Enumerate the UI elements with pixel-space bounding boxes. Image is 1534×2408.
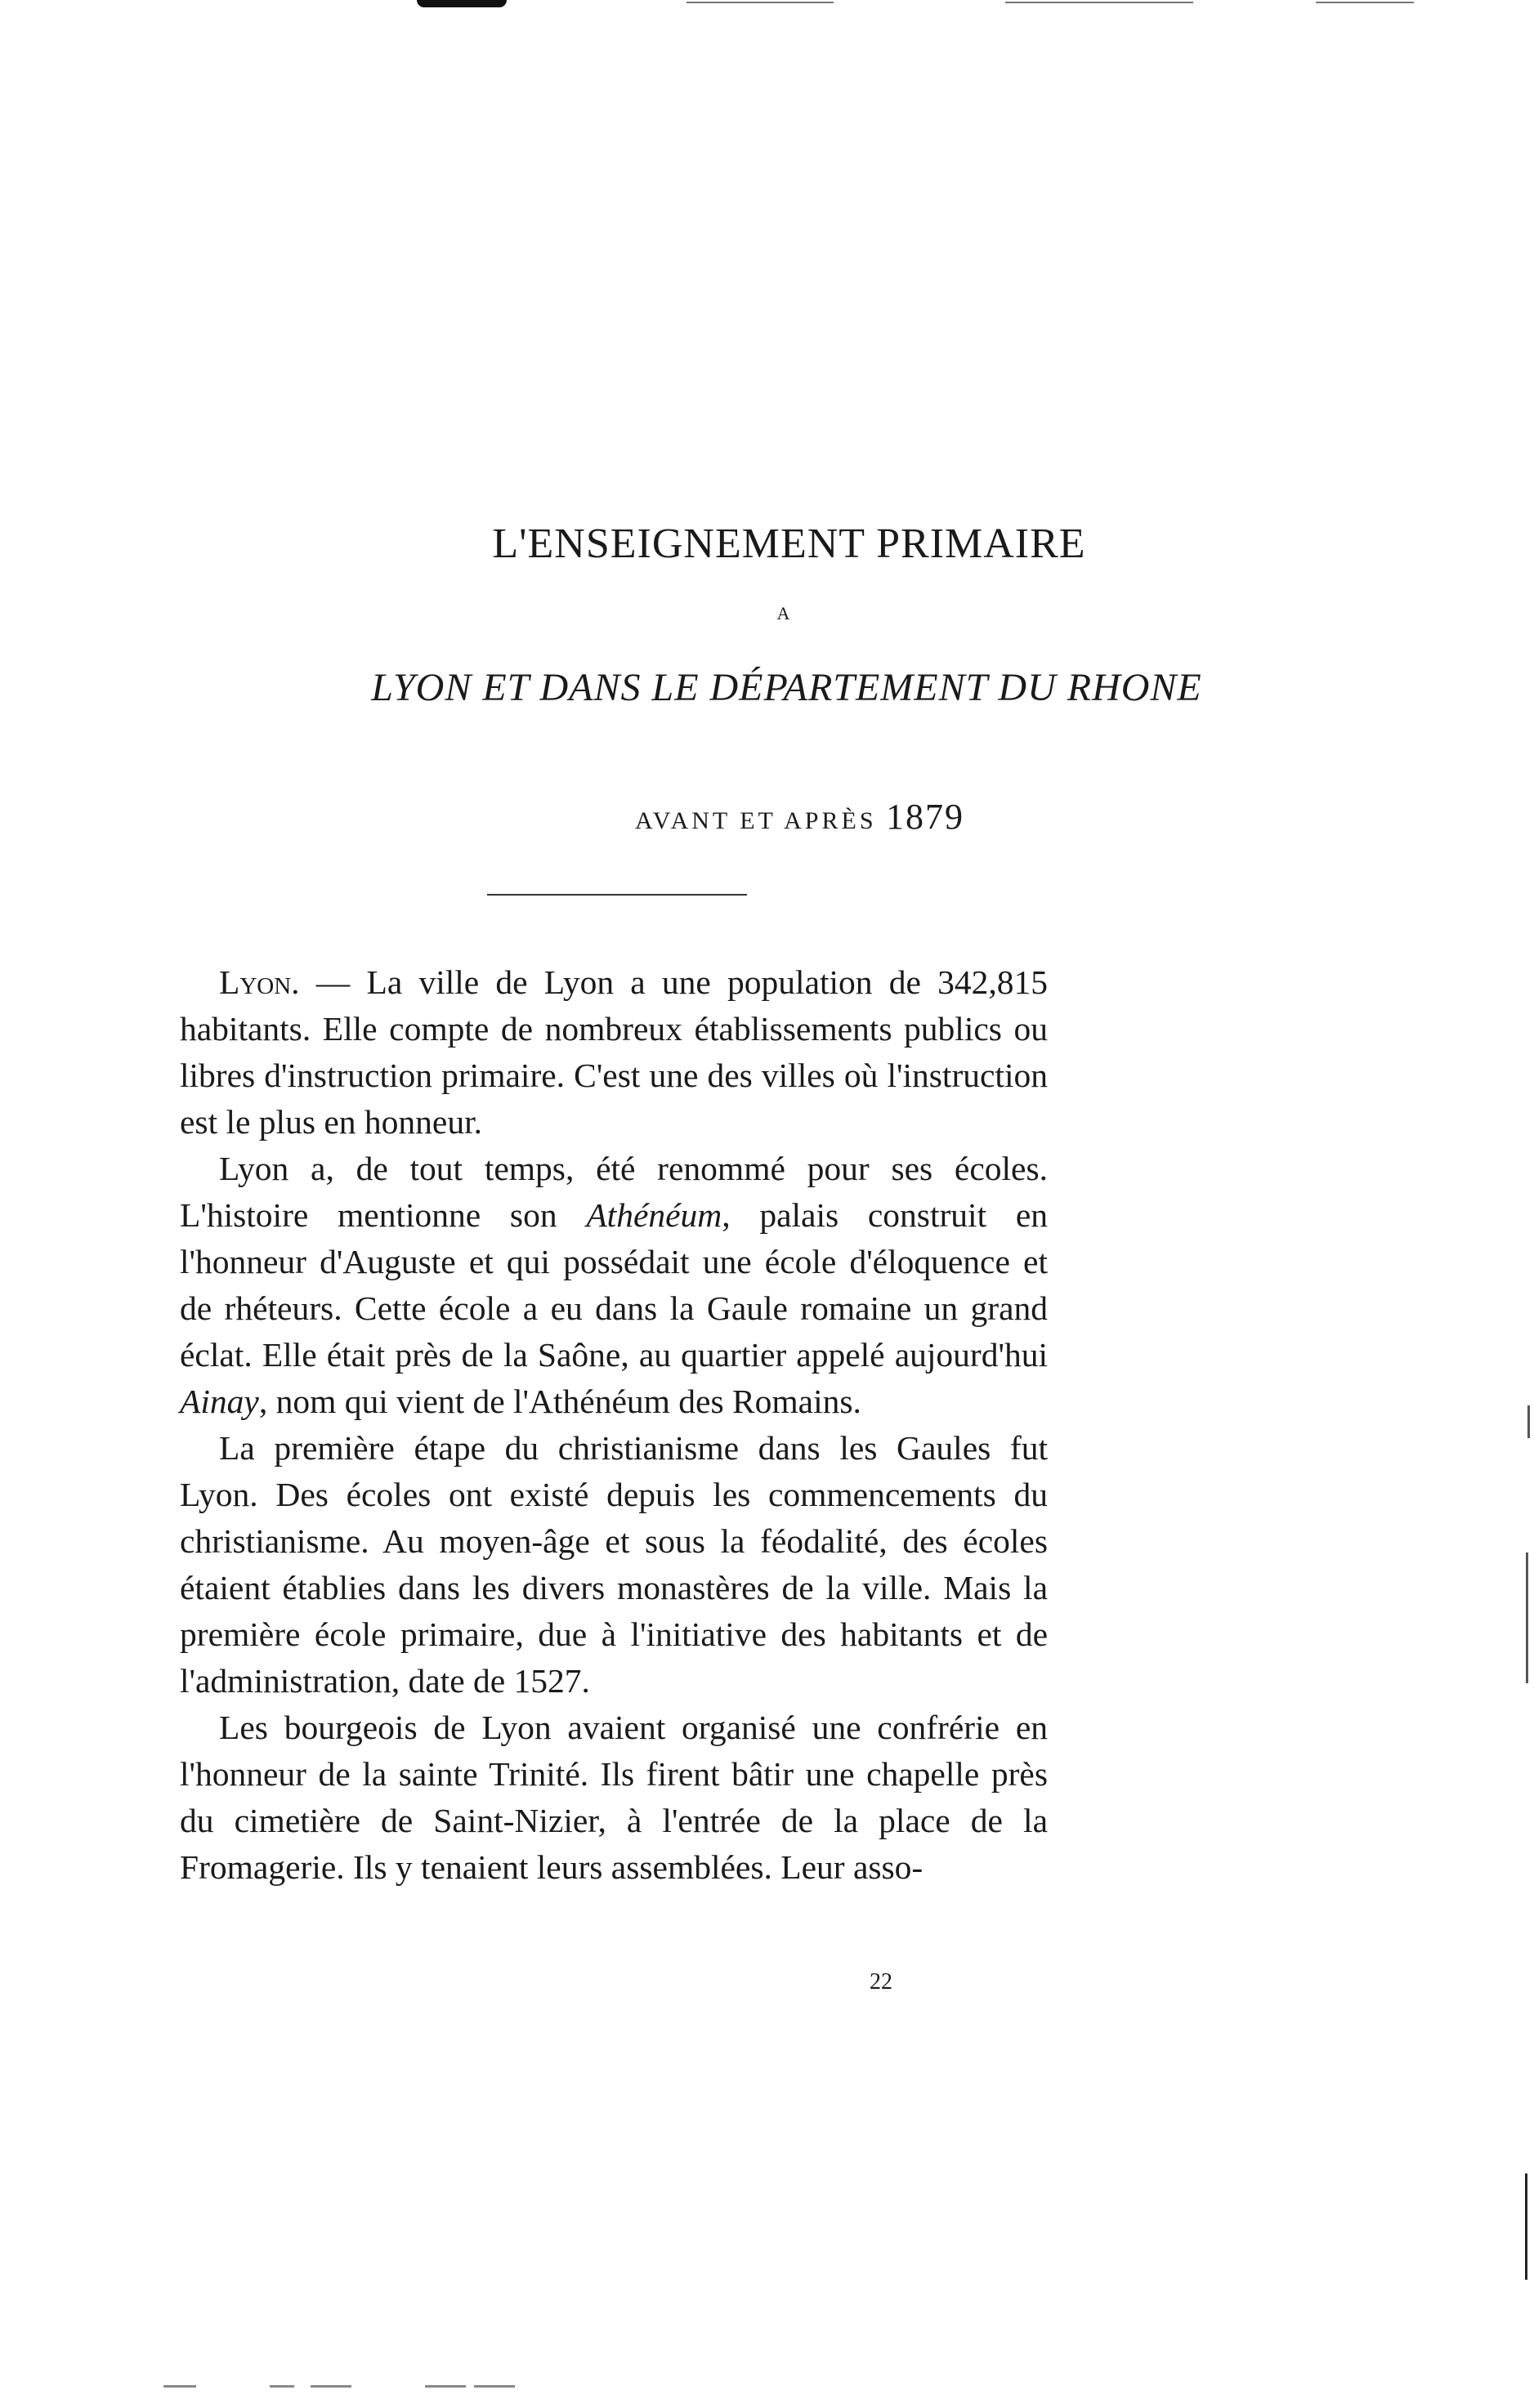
paragraph-text: Lyon a, de tout temps, été renommé pour ses écoles. L'histoire mentionne son — [180, 1150, 1048, 1234]
paragraph-text: , palais construit en l'honneur d'Auguste et qui possédait une école d'éloquence et de rhéteurs. Cette école a eu dans la Gaule romaine un grand éclat. Elle était près de la Saône, au quartier appelé aujourd'hui — [180, 1196, 1049, 1374]
scan-edge-line — [270, 2385, 294, 2388]
paragraph-text: — La ville de Lyon a une population de 342,815 habitants. Elle compte de nombreux établissements publics ou libres d'instruction primaire. C'est une des villes où l'instruction est le plus en honneur. — [180, 963, 1048, 1141]
scan-edge-line — [686, 2, 834, 3]
paragraph — [180, 1704, 1048, 1891]
chapter-subtitle: LYON ET DANS LE DÉPARTEMENT DU RHONE — [371, 666, 1202, 709]
ink-blot-mark — [417, 0, 507, 7]
paragraph-text: , nom qui vient de l'Athénéum des Romains. — [258, 1383, 861, 1420]
scan-edge-line — [1316, 2, 1414, 3]
scan-edge-line — [425, 2385, 466, 2388]
paragraph — [180, 1146, 1048, 1425]
scan-edge-line — [474, 2385, 515, 2388]
scan-edge-line — [311, 2385, 351, 2388]
date-line — [0, 796, 1534, 838]
paragraph — [180, 1425, 1048, 1704]
date-year: 1879 — [886, 797, 965, 837]
section-rule — [487, 894, 747, 896]
date-prefix: AVANT ET APRÈS — [634, 807, 877, 834]
page-number: 22 — [870, 1969, 892, 1995]
paragraph — [180, 959, 1048, 1146]
chapter-title: L'ENSEIGNEMENT PRIMAIRE — [492, 520, 1086, 567]
scan-edge-mark — [1525, 2173, 1527, 2280]
lead-word: Lyon. — [219, 963, 300, 1001]
title-preposition: A — [776, 603, 790, 623]
scan-edge-mark — [1526, 1552, 1528, 1683]
emphasis-ainay: Ainay — [180, 1383, 259, 1420]
scan-edge-line — [163, 2385, 196, 2388]
emphasis-athenaeum: Athénéum — [586, 1196, 722, 1234]
scan-edge-mark — [1527, 1405, 1530, 1438]
paragraph-text: Les bourgeois de Lyon avaient organisé une confrérie en l'honneur de la sainte Trinité. Ils firent bâtir une chapelle près du cimetière de Saint-Nizier, à l'entrée de la place de la Fromagerie. Ils y tenaient leurs assemblées. Leur asso- — [180, 1709, 1048, 1886]
body-text — [180, 959, 1048, 1891]
scan-edge-line — [1005, 2, 1193, 3]
paragraph-text: La première étape du christianisme dans les Gaules fut Lyon. Des écoles ont existé depuis les commencements du christianisme. Au moyen-âge et sous la féodalité, des écoles étaient établies dans les divers monastères de la ville. Mais la première école primaire, due à l'initiative des habitants et de l'administration, date de 1527. — [180, 1429, 1048, 1700]
